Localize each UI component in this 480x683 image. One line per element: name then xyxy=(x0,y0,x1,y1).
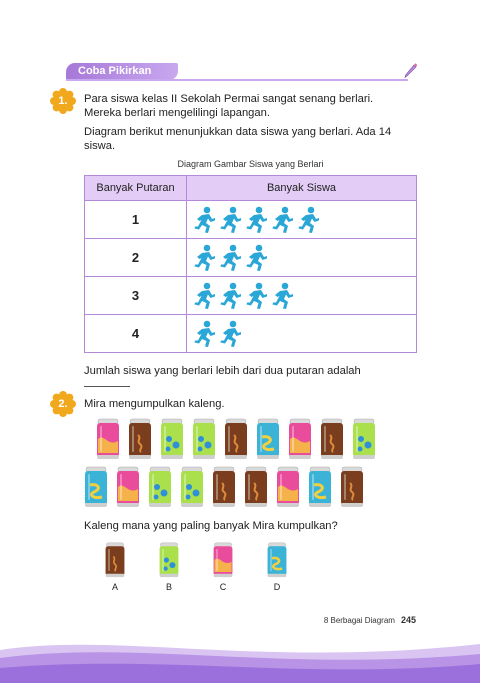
can-item xyxy=(274,465,302,509)
section-title: Coba Pikirkan xyxy=(78,65,152,77)
option-label: A xyxy=(111,582,118,592)
running-student-icon xyxy=(219,244,242,272)
students-cell xyxy=(187,239,417,277)
question-2-badge xyxy=(50,391,76,417)
blue-can-icon xyxy=(265,540,289,580)
brown-can-icon xyxy=(103,540,127,580)
running-student-icon xyxy=(193,244,216,272)
question-1-number: 1. xyxy=(58,95,68,107)
pictogram-table xyxy=(84,175,417,353)
green-can-icon xyxy=(158,417,186,461)
q1-line-4: siswa. xyxy=(84,140,116,152)
running-student-icon xyxy=(245,206,268,234)
answer-options xyxy=(88,540,304,592)
running-student-icon xyxy=(297,206,320,234)
pink-can-icon xyxy=(211,540,235,580)
can-item xyxy=(350,417,378,461)
can-item xyxy=(254,417,282,461)
option-c[interactable] xyxy=(196,540,250,592)
table-row xyxy=(85,315,417,353)
cans-row-2 xyxy=(82,465,370,509)
students-cell xyxy=(187,315,417,353)
chapter-title: 8 Berbagai Diagram xyxy=(323,616,395,625)
can-item xyxy=(210,465,238,509)
running-student-icon xyxy=(271,206,294,234)
brown-can-icon xyxy=(318,417,346,461)
can-item xyxy=(286,417,314,461)
option-label: B xyxy=(165,582,172,592)
q1-line-1: Para siswa kelas II Sekolah Permai sangat senang berlari. xyxy=(84,93,374,105)
laps-cell: 3 xyxy=(85,277,187,315)
page-footer xyxy=(324,615,416,625)
banner-underline xyxy=(66,79,408,81)
option-b[interactable] xyxy=(142,540,196,592)
green-can-icon xyxy=(157,540,181,580)
header-students: Banyak Siswa xyxy=(187,176,417,201)
laps-cell: 4 xyxy=(85,315,187,353)
running-student-icon xyxy=(219,282,242,310)
option-label: C xyxy=(219,582,227,592)
blue-can-icon xyxy=(82,465,110,509)
can-item xyxy=(190,417,218,461)
q1-question: Jumlah siswa yang berlari lebih dari dua putaran adalah xyxy=(84,365,361,377)
page-number: 245 xyxy=(400,615,416,625)
can-item xyxy=(158,417,186,461)
can-item xyxy=(242,465,270,509)
table-row xyxy=(85,277,417,315)
table-row xyxy=(85,201,417,239)
can-item xyxy=(318,417,346,461)
section-banner xyxy=(66,63,178,80)
pencil-icon xyxy=(404,62,418,78)
running-student-icon xyxy=(219,320,242,348)
can-item xyxy=(94,417,122,461)
brown-can-icon xyxy=(210,465,238,509)
running-student-icon xyxy=(245,282,268,310)
students-cell xyxy=(187,201,417,239)
table-row xyxy=(85,239,417,277)
can-item xyxy=(178,465,206,509)
can-item xyxy=(222,417,250,461)
students-cell xyxy=(187,277,417,315)
option-d[interactable] xyxy=(250,540,304,592)
brown-can-icon xyxy=(242,465,270,509)
green-can-icon xyxy=(190,417,218,461)
blue-can-icon xyxy=(254,417,282,461)
running-student-icon xyxy=(193,320,216,348)
option-a[interactable] xyxy=(88,540,142,592)
can-item xyxy=(338,465,366,509)
pink-can-icon xyxy=(94,417,122,461)
option-label: D xyxy=(273,582,281,592)
laps-cell: 1 xyxy=(85,201,187,239)
running-student-icon xyxy=(271,282,294,310)
green-can-icon xyxy=(350,417,378,461)
laps-cell: 2 xyxy=(85,239,187,277)
running-student-icon xyxy=(193,282,216,310)
running-student-icon xyxy=(193,206,216,234)
brown-can-icon xyxy=(338,465,366,509)
diagram-caption: Diagram Gambar Siswa yang Berlari xyxy=(177,159,324,169)
table-header-row xyxy=(85,176,417,201)
pink-can-icon xyxy=(114,465,142,509)
can-item xyxy=(306,465,334,509)
blue-can-icon xyxy=(306,465,334,509)
pink-can-icon xyxy=(274,465,302,509)
cans-row-1 xyxy=(94,417,382,461)
q1-line-3: Diagram berikut menunjukkan data siswa yang berlari. Ada 14 xyxy=(84,126,392,138)
pink-can-icon xyxy=(286,417,314,461)
decorative-waves xyxy=(0,628,480,683)
can-item xyxy=(146,465,174,509)
green-can-icon xyxy=(146,465,174,509)
question-1-badge xyxy=(50,88,76,114)
brown-can-icon xyxy=(222,417,250,461)
can-item xyxy=(82,465,110,509)
q1-line-2: Mereka berlari mengelilingi lapangan. xyxy=(84,107,270,119)
q2-intro: Mira mengumpulkan kaleng. xyxy=(84,398,225,410)
question-2-number: 2. xyxy=(58,398,68,410)
q2-question: Kaleng mana yang paling banyak Mira kumpulkan? xyxy=(84,520,338,532)
brown-can-icon xyxy=(126,417,154,461)
answer-blank xyxy=(84,386,130,387)
can-item xyxy=(126,417,154,461)
running-student-icon xyxy=(219,206,242,234)
running-student-icon xyxy=(245,244,268,272)
green-can-icon xyxy=(178,465,206,509)
can-item xyxy=(114,465,142,509)
header-laps: Banyak Putaran xyxy=(85,176,187,201)
